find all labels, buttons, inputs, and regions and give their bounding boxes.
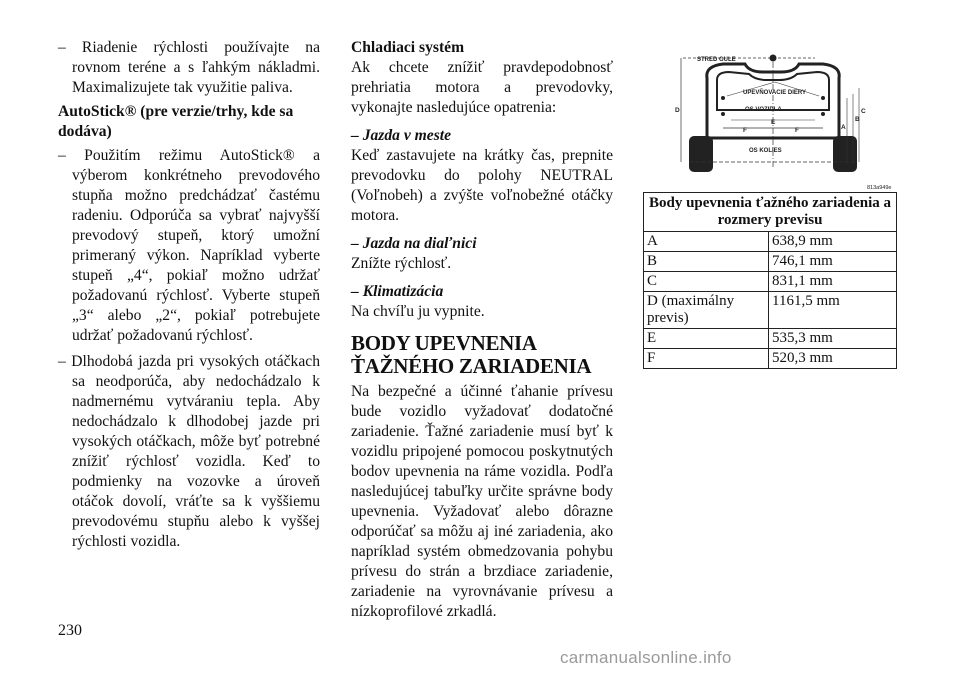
table-cell-key: F	[644, 349, 769, 369]
page-number: 230	[58, 622, 82, 639]
diagram-letter-f-right: F	[795, 127, 799, 134]
table-cell-key: E	[644, 329, 769, 349]
table-row	[644, 232, 897, 252]
table-cell-value: 831,1 mm	[769, 272, 897, 292]
table-row	[644, 292, 897, 329]
hitch-dimensions-table	[643, 192, 897, 369]
table-cell-value: 1161,5 mm	[769, 292, 897, 329]
diagram-label-mounting-holes: UPEVŇOVACIE DIERY	[743, 90, 807, 96]
site-watermark: carmanualsonline.info	[560, 648, 732, 667]
diagram-letter-b: B	[855, 116, 860, 123]
diagram-label-vehicle-axis: OS VOZIDLA	[745, 107, 782, 113]
diagram-letter-f-left: F	[743, 127, 747, 134]
table-cell-value: 638,9 mm	[769, 232, 897, 252]
table-cell-key: D (maximálny previs)	[644, 292, 769, 329]
table-cell-key: C	[644, 272, 769, 292]
cooling-intro: Ak chcete znížiť pravdepodobnosť prehriatia motora a prevodovky, vykonajte nasledujúce opatrenia:	[351, 59, 613, 116]
diagram-letter-d: D	[675, 107, 680, 114]
hitch-section-title: BODY UPEVNENIA ŤAŽNÉHO ZARIADENIA	[351, 331, 592, 378]
table-cell-key: B	[644, 252, 769, 272]
diagram-label-ball-center: STRED GULE	[697, 57, 736, 63]
high-rpm-tip: – Dlhodobá jazda pri vysokých otáčkach sa neodporúča, aby nedochádzalo k nadmernému vytváraniu tepla. Aby nedochádzalo k dlhodobej jazde pri vysokých otáčkach, môže byť potrebné znížiť rýchlosť vozidla. Keď to podmienky na vozovke a úroveň otáčok dovolí, vráťte sa k vyššiemu prevodovému stupňu alebo k vyššej rýchlosti vozidla.	[58, 353, 320, 550]
table-row	[644, 272, 897, 292]
table-cell-value: 535,3 mm	[769, 329, 897, 349]
table-row	[644, 349, 897, 369]
column-left	[58, 38, 320, 556]
hitch-section-text: Na bezpečné a účinné ťahanie prívesu bude vozidlo vyžadovať dodatočné zariadenie. Ťažné zariadenie musí byť k vozidlu pripojené pomocou poskytnutých bodov upevnenia na ráme vozidla. Podľa nasledujúcej tabuľky určite správne body upevnenia. Vyžadovať alebo dôrazne odporúčať sa môžu aj iné zariadenia, ako napríklad systém obmedzovania pohybu prívesu do strán a brzdiace zariadenie, zariadenie na vyrovnávanie prívesu a nízkoprofilové zrkadlá.	[351, 383, 613, 620]
cruise-control-tip: – Riadenie rýchlosti používajte na rovnom teréne a s ľahkým nákladmi. Maximalizujete tak využitie paliva.	[58, 39, 320, 96]
table-header-row	[644, 193, 897, 232]
ac-text: Na chvíľu ju vypnite.	[351, 303, 485, 320]
table-cell-value: 746,1 mm	[769, 252, 897, 272]
table-cell-key: A	[644, 232, 769, 252]
city-driving-text: Keď zastavujete na krátky čas, prepnite prevodovku do polohy NEUTRAL (Voľnobeh) a zvýšte voľnobežné otáčky motora.	[351, 147, 613, 224]
column-right	[643, 38, 899, 369]
autostick-tip: – Použitím režimu AutoStick® a výberom konkrétneho prevodového stupňa možno predchádzať častému radeniu. Odporúča sa vybrať najvyšší prevodový stupeň, ktorý umožní primeraný výkon. Napríklad vyberte stupeň „4“, pokiaľ možno udržať požadovanú rýchlosť. Vyberte stupeň „3“ alebo „2“, pokiaľ potrebujete udržať požadovanú rýchlosť.	[58, 147, 320, 344]
city-driving-subheading: – Jazda v meste	[351, 127, 452, 144]
diagram-letter-e: E	[771, 119, 776, 126]
highway-subheading: – Jazda na diaľnici	[351, 235, 477, 252]
diagram-code: 813a949e	[867, 185, 892, 191]
table-row	[644, 252, 897, 272]
autostick-heading: AutoStick® (pre verzie/trhy, kde sa dodáva)	[58, 103, 294, 140]
table-row	[644, 329, 897, 349]
ac-subheading: – Klimatizácia	[351, 283, 444, 300]
hitch-diagram	[645, 38, 901, 191]
diagram-letter-a: A	[841, 124, 846, 131]
cooling-heading: Chladiaci systém	[351, 39, 465, 56]
table-cell-value: 520,3 mm	[769, 349, 897, 369]
highway-text: Znížte rýchlosť.	[351, 255, 452, 272]
diagram-letter-c: C	[861, 108, 866, 115]
column-middle	[351, 38, 613, 622]
diagram-label-wheel-axis: OS KOLIES	[749, 148, 782, 154]
table-header: Body upevnenia ťažného zariadenia a rozmery previsu	[644, 193, 897, 232]
